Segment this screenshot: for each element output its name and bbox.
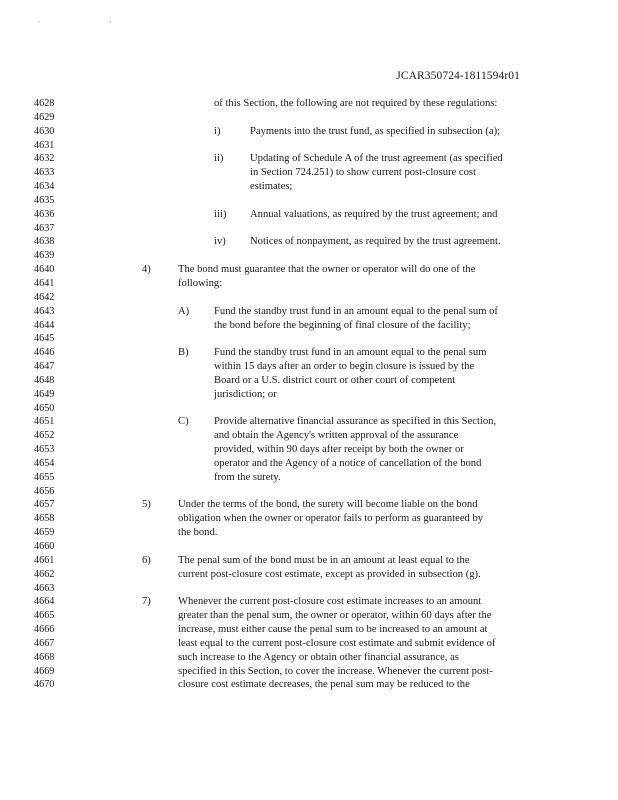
line-text: jurisdiction; or [214,388,277,400]
text-line [0,208,618,222]
list-marker: ii) [214,153,224,165]
line-text: from the surety. [214,471,281,483]
line-text: of this Section, the following are not required by these regulations: [214,98,498,109]
line-text: operator and the Agency of a notice of cancellation of the bond [214,457,482,469]
line-number: 4638 [34,236,55,248]
line-number: 4649 [34,388,55,400]
line-number: 4634 [34,181,55,193]
line-text: increase, must either cause the penal sum to be increased to an amount at [178,624,488,636]
text-line [0,429,618,443]
line-number: 4666 [34,624,55,636]
line-number: 4641 [34,277,55,289]
line-number: 4650 [34,402,55,414]
line-text: and obtain the Agency's written approval of the assurance [214,430,459,442]
text-line [0,291,618,305]
line-text: the bond before the beginning of final closure of the facility; [214,319,471,331]
line-number: 4670 [34,679,55,691]
line-number: 4633 [34,167,55,179]
list-marker: 7) [142,596,151,608]
text-line [0,609,618,623]
text-line [0,388,618,402]
line-text: Fund the standby trust fund in an amount equal to the penal sum of [214,305,498,317]
line-text: Provide alternative financial assurance as specified in this Section, [214,416,497,428]
list-marker: C) [178,416,189,428]
list-marker: i) [214,125,221,137]
line-number: 4663 [34,582,55,594]
line-text: following: [178,277,223,289]
line-number: 4639 [34,250,55,262]
line-number: 4643 [34,305,55,317]
line-text: specified in this Section, to cover the increase. Whenever the current post- [178,665,493,677]
text-line [0,111,618,125]
line-number: 4668 [34,651,55,663]
scan-marks: , , [38,16,146,24]
line-text: The bond must guarantee that the owner or operator will do one of the [178,264,476,276]
text-line [0,498,618,512]
line-number: 4657 [34,499,55,511]
text-line [0,637,618,651]
line-text: Notices of nonpayment, as required by the trust agreement. [250,236,501,248]
line-number: 4654 [34,457,55,469]
text-line [0,97,618,111]
list-marker: 4) [142,264,151,276]
line-number: 4647 [34,361,55,373]
line-number: 4628 [34,98,55,109]
text-line [0,139,618,153]
line-number: 4658 [34,513,55,525]
line-text: within 15 days after an order to begin closure is issued by the [214,361,475,373]
line-text: Updating of Schedule A of the trust agreement (as specified [250,153,503,165]
line-number: 4642 [34,291,55,303]
text-line [0,485,618,499]
line-number: 4632 [34,153,55,165]
line-number: 4637 [34,222,55,234]
line-number: 4630 [34,125,55,137]
line-text: the bond. [178,527,218,539]
line-text: such increase to the Agency or obtain other financial assurance, as [178,651,459,663]
text-line [0,180,618,194]
text-line [0,415,618,429]
text-line [0,554,618,568]
line-text: in Section 724.251) to show current post-closure cost [250,167,476,179]
line-number: 4645 [34,333,55,345]
text-line [0,471,618,485]
line-number: 4648 [34,374,55,386]
document-body [0,97,618,692]
list-marker: 5) [142,499,151,511]
line-text: current post-closure cost estimate, except as provided in subsection (g). [178,568,481,580]
line-text: least equal to the current post-closure cost estimate and submit evidence of [178,637,496,649]
text-line [0,125,618,139]
text-line [0,263,618,277]
text-line [0,249,618,263]
line-text: provided, within 90 days after receipt by both the owner or [214,444,464,456]
line-number: 4664 [34,596,55,608]
text-line [0,222,618,236]
text-line [0,595,618,609]
line-number: 4655 [34,471,55,483]
line-text: closure cost estimate decreases, the penal sum may be reduced to the [178,679,470,691]
text-line [0,305,618,319]
text-line [0,457,618,471]
text-line [0,235,618,249]
text-line [0,319,618,333]
text-line [0,374,618,388]
text-line [0,665,618,679]
text-line [0,568,618,582]
line-text: Payments into the trust fund, as specified in subsection (a); [250,125,501,137]
text-line [0,360,618,374]
line-number: 4669 [34,665,55,677]
line-number: 4651 [34,416,55,428]
line-text: Annual valuations, as required by the trust agreement; and [250,208,498,220]
text-line [0,651,618,665]
list-marker: A) [178,305,190,317]
line-number: 4652 [34,430,55,442]
text-line [0,623,618,637]
text-line [0,540,618,554]
line-number: 4660 [34,541,55,552]
line-number: 4656 [34,485,55,497]
line-text: Fund the standby trust fund in an amount equal to the penal sum [214,347,487,359]
text-line [0,332,618,346]
line-text: Board or a U.S. district court or other court of competent [214,374,456,386]
line-number: 4636 [34,208,55,220]
line-number: 4644 [34,319,55,331]
list-marker: 6) [142,554,151,566]
document-id: JCAR350724-1811594r01 [396,70,520,82]
line-number: 4629 [34,111,55,123]
text-line [0,678,618,692]
line-number: 4662 [34,568,55,580]
line-number: 4640 [34,264,55,276]
line-number: 4653 [34,444,55,456]
line-text: obligation when the owner or operator fails to perform as guaranteed by [178,513,484,525]
text-line [0,277,618,291]
text-line [0,152,618,166]
line-number: 4631 [34,139,55,151]
line-text: Under the terms of the bond, the surety will become liable on the bond [178,499,478,511]
line-number: 4646 [34,347,55,359]
line-number: 4667 [34,637,55,649]
text-line [0,346,618,360]
line-text: The penal sum of the bond must be in an amount at least equal to the [178,554,470,566]
list-marker: B) [178,347,189,359]
text-line [0,166,618,180]
text-line [0,402,618,416]
line-number: 4659 [34,527,55,539]
list-marker: iii) [214,208,227,220]
line-text: Whenever the current post-closure cost estimate increases to an amount [178,596,482,608]
line-number: 4635 [34,194,55,206]
text-line [0,582,618,596]
line-number: 4665 [34,610,55,622]
text-line [0,194,618,208]
text-line [0,443,618,457]
text-line [0,526,618,540]
text-line [0,512,618,526]
line-number: 4661 [34,554,55,566]
line-text: greater than the penal sum, the owner or operator, within 60 days after the [178,610,492,622]
line-text: estimates; [250,181,293,193]
list-marker: iv) [214,236,226,248]
